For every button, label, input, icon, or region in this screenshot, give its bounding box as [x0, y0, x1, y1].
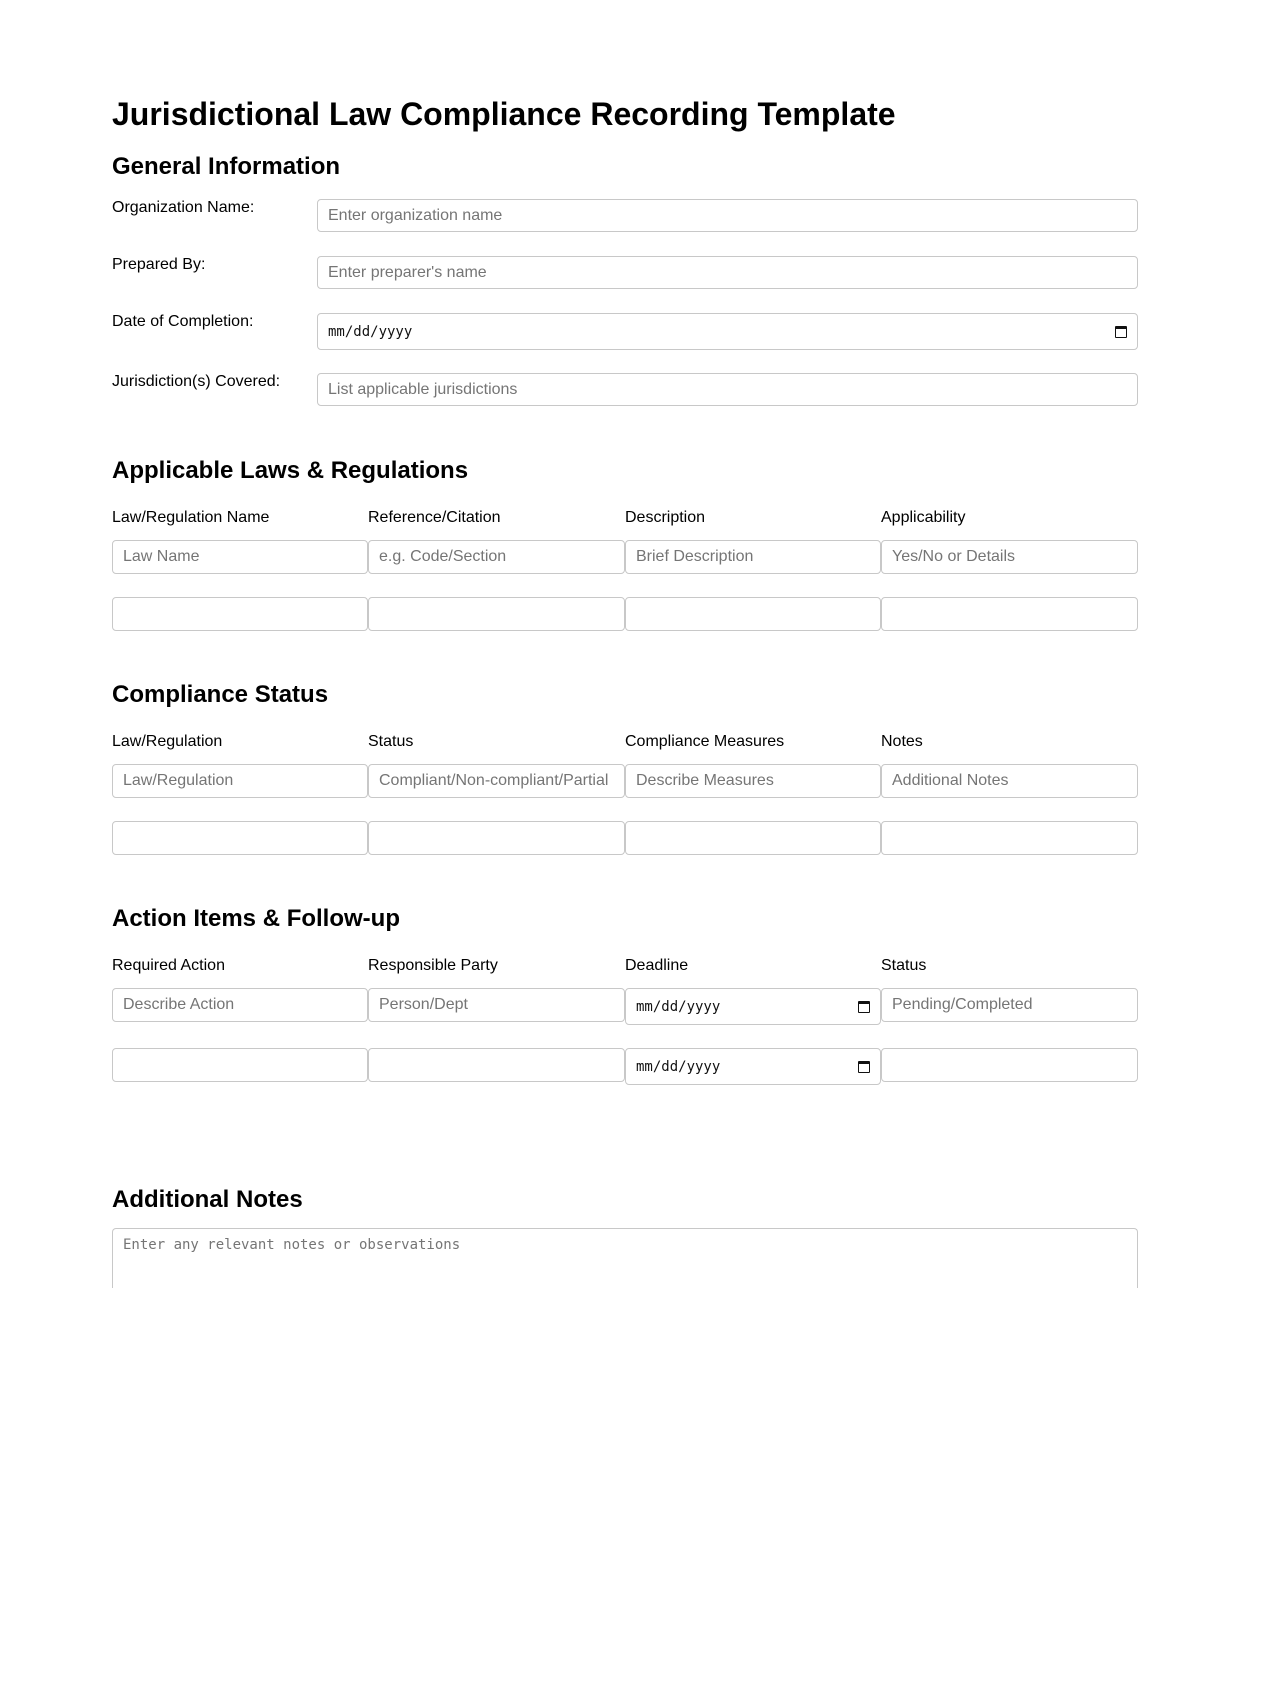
date-of-completion-label: Date of Completion:	[112, 313, 254, 330]
general-info-heading: General Information	[112, 153, 341, 180]
status-col-notes: Notes	[881, 733, 923, 750]
action-deadline-input-2[interactable]	[625, 1048, 881, 1085]
law-applicability-input-2[interactable]	[881, 597, 1138, 631]
page-title: Jurisdictional Law Compliance Recording Template	[112, 96, 896, 132]
law-name-input[interactable]: Law Name	[112, 540, 368, 574]
compliance-status-heading: Compliance Status	[112, 681, 329, 708]
action-deadline-value-2: mm/dd/yyyy	[636, 1058, 721, 1075]
laws-col-description: Description	[625, 509, 706, 526]
laws-col-name: Law/Regulation Name	[112, 509, 270, 526]
status-measures-input[interactable]: Describe Measures	[625, 764, 881, 798]
status-col-status: Status	[368, 733, 414, 750]
prepared-by-placeholder: Enter preparer's name	[328, 263, 487, 281]
action-col-required: Required Action	[112, 957, 225, 974]
prepared-by-input[interactable]	[317, 256, 1138, 289]
organization-name-label: Organization Name:	[112, 199, 255, 216]
status-measures-input-2[interactable]	[625, 821, 881, 855]
action-items-heading: Action Items & Follow-up	[112, 905, 400, 932]
status-col-law: Law/Regulation	[112, 733, 223, 750]
law-reference-input-2[interactable]	[368, 597, 625, 631]
action-col-responsible: Responsible Party	[368, 957, 498, 974]
status-notes-input-2[interactable]	[881, 821, 1138, 855]
calendar-icon[interactable]	[858, 1001, 870, 1013]
action-col-deadline: Deadline	[625, 957, 689, 974]
status-col-measures: Compliance Measures	[625, 733, 785, 750]
status-status-input[interactable]: Compliant/Non-compliant/Partial	[368, 764, 625, 798]
calendar-icon[interactable]	[1115, 326, 1127, 338]
additional-notes-textarea[interactable]: Enter any relevant notes or observations	[112, 1228, 1138, 1288]
action-status-input-2[interactable]	[881, 1048, 1138, 1082]
jurisdictions-input[interactable]: List applicable jurisdictions	[317, 373, 1138, 406]
status-law-input[interactable]: Law/Regulation	[112, 764, 368, 798]
prepared-by-label: Prepared By:	[112, 256, 206, 273]
law-reference-input[interactable]: e.g. Code/Section	[368, 540, 625, 574]
additional-notes-heading: Additional Notes	[112, 1186, 303, 1213]
status-law-input-2[interactable]	[112, 821, 368, 855]
law-description-input[interactable]: Brief Description	[625, 540, 881, 574]
calendar-icon[interactable]	[858, 1061, 870, 1073]
date-of-completion-input[interactable]	[317, 313, 1138, 350]
law-applicability-input[interactable]: Yes/No or Details	[881, 540, 1138, 574]
laws-col-reference: Reference/Citation	[368, 509, 501, 526]
applicable-laws-heading: Applicable Laws & Regulations	[112, 457, 469, 484]
action-responsible-input-2[interactable]	[368, 1048, 625, 1082]
date-of-completion-value: mm/dd/yyyy	[328, 323, 413, 340]
action-col-status: Status	[881, 957, 927, 974]
action-required-input-2[interactable]	[112, 1048, 368, 1082]
law-name-input-2[interactable]	[112, 597, 368, 631]
action-required-input[interactable]: Describe Action	[112, 988, 368, 1022]
action-deadline-input[interactable]	[625, 988, 881, 1025]
status-notes-input[interactable]: Additional Notes	[881, 764, 1138, 798]
action-status-input[interactable]: Pending/Completed	[881, 988, 1138, 1022]
organization-name-input[interactable]: Enter organization name	[317, 199, 1138, 232]
law-description-input-2[interactable]	[625, 597, 881, 631]
status-status-input-2[interactable]	[368, 821, 625, 855]
jurisdictions-label: Jurisdiction(s) Covered:	[112, 373, 281, 390]
laws-col-applicability: Applicability	[881, 509, 966, 526]
action-responsible-input[interactable]: Person/Dept	[368, 988, 625, 1022]
action-deadline-value: mm/dd/yyyy	[636, 998, 721, 1015]
